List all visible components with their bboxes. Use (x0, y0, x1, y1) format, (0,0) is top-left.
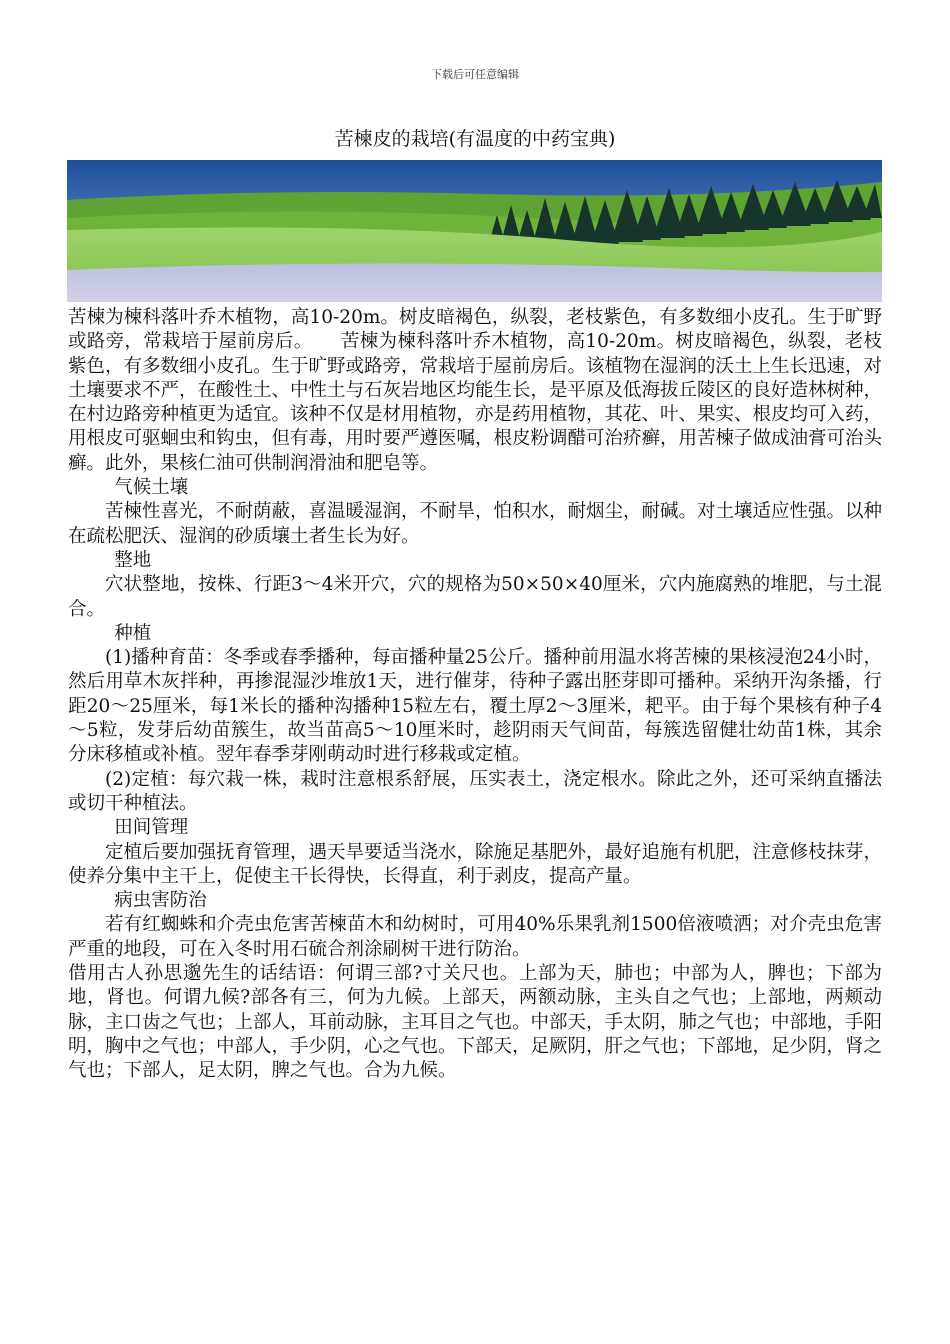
field-management-paragraph: 定植后要加强抚育管理，遇天旱要适当浇水，除施足基肥外，最好追施有机肥，注意修枝抹芽，使养分集中主干上，促使主干长得快，长得直，利于剥皮，提高产量。 (68, 841, 883, 887)
closing-paragraph: 借用古人孙思邈先生的话结语：何谓三部?寸关尺也。上部为天，肺也；中部为人，脾也；下部为地，肾也。何谓九候?部各有三，何为九候。上部天，两额动脉，主头自之气也；上部地，两颊动脉，主口齿之气也；上部人，耳前动脉，主耳目之气也。中部天，手太阴，肺之气也；中部地，手阳明，胸中之气也；中部人，手少阴，心之气也。下部天，足厥阴，肝之气也；下部地，足少阴，肾之气也；下部人，足太阴，脾之气也。合为九候。 (68, 963, 883, 1082)
planting-paragraph-seeding: (1)播种育苗：冬季或春季播种，每亩播种量25公斤。播种前用温水将苦楝的果核浸泡24小时，然后用草木灰拌种，再掺混湿沙堆放1天，进行催芽，待种子露出胚芽即可播种。采纳开沟条播，行距20～25厘米，每1米长的播种沟播种15粒左右，覆土厚2～3厘米，耙平。由于每个果核有种子4～5粒，发芽后幼苗簇生，故当苗高5～10厘米时，趁阴雨天气间苗，每簇选留健壮幼苗1株，其余分床移植或补植。翌年春季芽刚萌动时进行移栽或定植。 (68, 647, 882, 766)
planting-paragraph-transplant: (2)定植：每穴栽一株，栽时注意根系舒展，压实表土，浇定根水。除此之外，还可采纳直播法或切干种植法。 (68, 768, 882, 814)
intro-paragraph: 苦楝为楝科落叶乔木植物，高10-20m。树皮暗褐色，纵裂，老枝紫色，有多数细小皮孔。生于旷野或路旁，常栽培于屋前房后。 苦楝为楝科落叶乔木植物，高10-20m。树皮暗褐色，纵裂，老枝紫色，有多数细小皮孔。生于旷野或路旁，常栽培于屋前房后。该植物在湿润的沃土上生长迅速，对土壤要求不严，在酸性土、中性土与石灰岩地区均能生长，是平原及低海拔丘陵区的良好造林树种，在村边路旁种植更为适宜。该种不仅是材用植物，亦是药用植物，其花、叶、果实、根皮均可入药，用根皮可驱蛔虫和钩虫，但有毒，用时要严遵医嘱，根皮粉调醋可治疥癣，用苦楝子做成油膏可治头癣。此外，果核仁油可供制润滑油和肥皂等。 (68, 307, 883, 474)
section-heading-pest-control: 病虫害防治 (114, 890, 207, 912)
section-heading-land-prep: 整地 (114, 549, 152, 571)
pest-control-paragraph: 若有红蜘蛛和介壳虫危害苦楝苗木和幼树时，可用40%乐果乳剂1500倍液喷洒；对介壳虫危害严重的地段，可在入冬时用石硫合剂涂刷树干进行防治。 (68, 914, 882, 960)
land-prep-paragraph: 穴状整地，按株、行距3～4米开穴，穴的规格为50×50×40厘米，穴内施腐熟的堆肥，与土混合。 (68, 574, 882, 620)
climate-paragraph: 苦楝性喜光，不耐荫蔽，喜温暖湿润，不耐旱，怕积水，耐烟尘，耐碱。对土壤适应性强。以种在疏松肥沃、湿润的砂质壤土者生长为好。 (68, 501, 883, 547)
document-title: 苦楝皮的栽培(有温度的中药宝典) (334, 128, 616, 150)
download-note: 下载后可任意编辑 (431, 68, 519, 81)
section-heading-field-management: 田间管理 (114, 817, 189, 839)
article-body (68, 306, 882, 1084)
section-heading-climate: 气候土壤 (114, 477, 189, 499)
landscape-illustration (67, 160, 882, 302)
section-heading-planting: 种植 (114, 622, 152, 644)
landscape-banner-image (67, 160, 882, 302)
